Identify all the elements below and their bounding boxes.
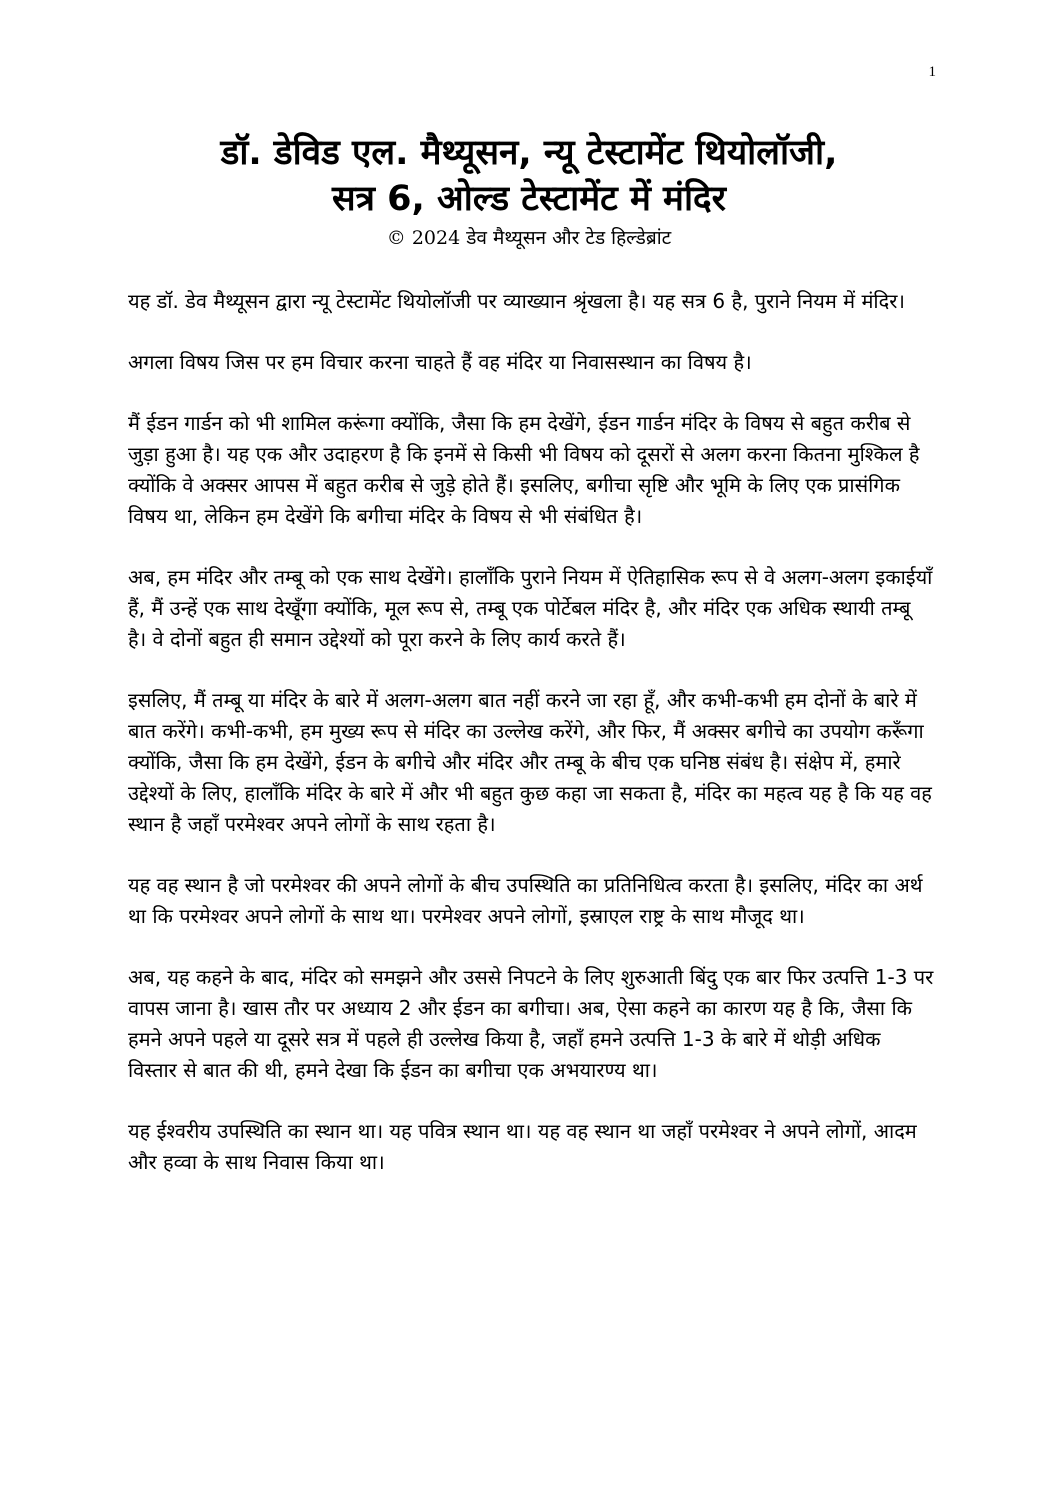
document-title-line-1: डॉ. डेविड एल. मैथ्यूसन, न्यू टेस्टामेंट थियोलॉजी, [220,133,838,173]
document-title-line-2: सत्र 6, ओल्ड टेस्टामेंट में मंदिर [332,179,726,219]
paragraph-6: यह वह स्थान है जो परमेश्वर की अपने लोगों के बीच उपस्थिति का प्रतिनिधित्व करता है। इसलिए, मंदिर का अर्थ था कि परमेश्वर अपने लोगों के साथ था। परमेश्वर अपने लोगों, इस्राएल राष्ट्र के साथ मौजूद था। [128,873,923,928]
paragraph-1: यह डॉ. डेव मैथ्यूसन द्वारा न्यू टेस्टामेंट थियोलॉजी पर व्याख्यान श्रृंखला है। यह सत्र 6 है, पुराने नियम में मंदिर। [128,289,905,313]
paragraph-8: यह ईश्वरीय उपस्थिति का स्थान था। यह पवित्र स्थान था। यह वह स्थान था जहाँ परमेश्वर ने अपने लोगों, आदम और हव्वा के साथ निवास किया था। [128,1119,917,1174]
paragraph-3: मैं ईडन गार्डन को भी शामिल करूंगा क्योंकि, जैसा कि हम देखेंगे, ईडन गार्डन मंदिर के विषय से बहुत करीब से जुड़ा हुआ है। यह एक और उदाहरण है कि इनमें से किसी भी विषय को दूसरों से अलग करना कितना मुश्किल है क्योंकि वे अक्सर आपस में बहुत करीब से जुड़े होते हैं। इसलिए, बगीचा सृष्टि और भूमि के लिए एक प्रासंगिक विषय था, लेकिन हम देखेंगे कि बगीचा मंदिर के विषय से भी संबंधित है। [128,411,920,528]
document-header [100,130,958,252]
page-number: 1 [928,64,936,80]
paragraph-2: अगला विषय जिस पर हम विचार करना चाहते हैं वह मंदिर या निवासस्थान का विषय है। [128,350,752,374]
copyright-notice: © 2024 डेव मैथ्यूसन और टेड हिल्डेब्रांट [386,227,672,249]
paragraph-5: इसलिए, मैं तम्बू या मंदिर के बारे में अलग-अलग बात नहीं करने जा रहा हूँ, और कभी-कभी हम दोनों के बारे में बात करेंगे। कभी-कभी, हम मुख्य रूप से मंदिर का उल्लेख करेंगे, और फिर, मैं अक्सर बगीचे का उपयोग करूँगा क्योंकि, जैसा कि हम देखेंगे, ईडन के बगीचे और मंदिर और तम्बू के बीच एक घनिष्ठ संबंध है। संक्षेप में, हमारे उद्देश्यों के लिए, हालाँकि मंदिर के बारे में और भी बहुत कुछ कहा जा सकता है, मंदिर का महत्व यह है कि यह वह स्थान है जहाँ परमेश्वर अपने लोगों के साथ रहता है। [128,688,932,836]
paragraph-4: अब, हम मंदिर और तम्बू को एक साथ देखेंगे। हालाँकि पुराने नियम में ऐतिहासिक रूप से वे अलग-अलग इकाईयाँ हैं, मैं उन्हें एक साथ देखूँगा क्योंकि, मूल रूप से, तम्बू एक पोर्टेबल मंदिर है, और मंदिर एक अधिक स्थायी तम्बू है। वे दोनों बहुत ही समान उद्देश्यों को पूरा करने के लिए कार्य करते हैं। [128,565,933,651]
paragraph-7: अब, यह कहने के बाद, मंदिर को समझने और उससे निपटने के लिए शुरुआती बिंदु एक बार फिर उत्पत्ति 1-3 पर वापस जाना है। खास तौर पर अध्याय 2 और ईडन का बगीचा। अब, ऐसा कहने का कारण यह है कि, जैसा कि हमने अपने पहले या दूसरे सत्र में पहले ही उल्लेख किया है, जहाँ हमने उत्पत्ति 1-3 के बारे में थोड़ी अधिक विस्तार से बात की थी, हमने देखा कि ईडन का बगीचा एक अभयारण्य था। [128,965,934,1082]
document-body [128,286,934,1208]
